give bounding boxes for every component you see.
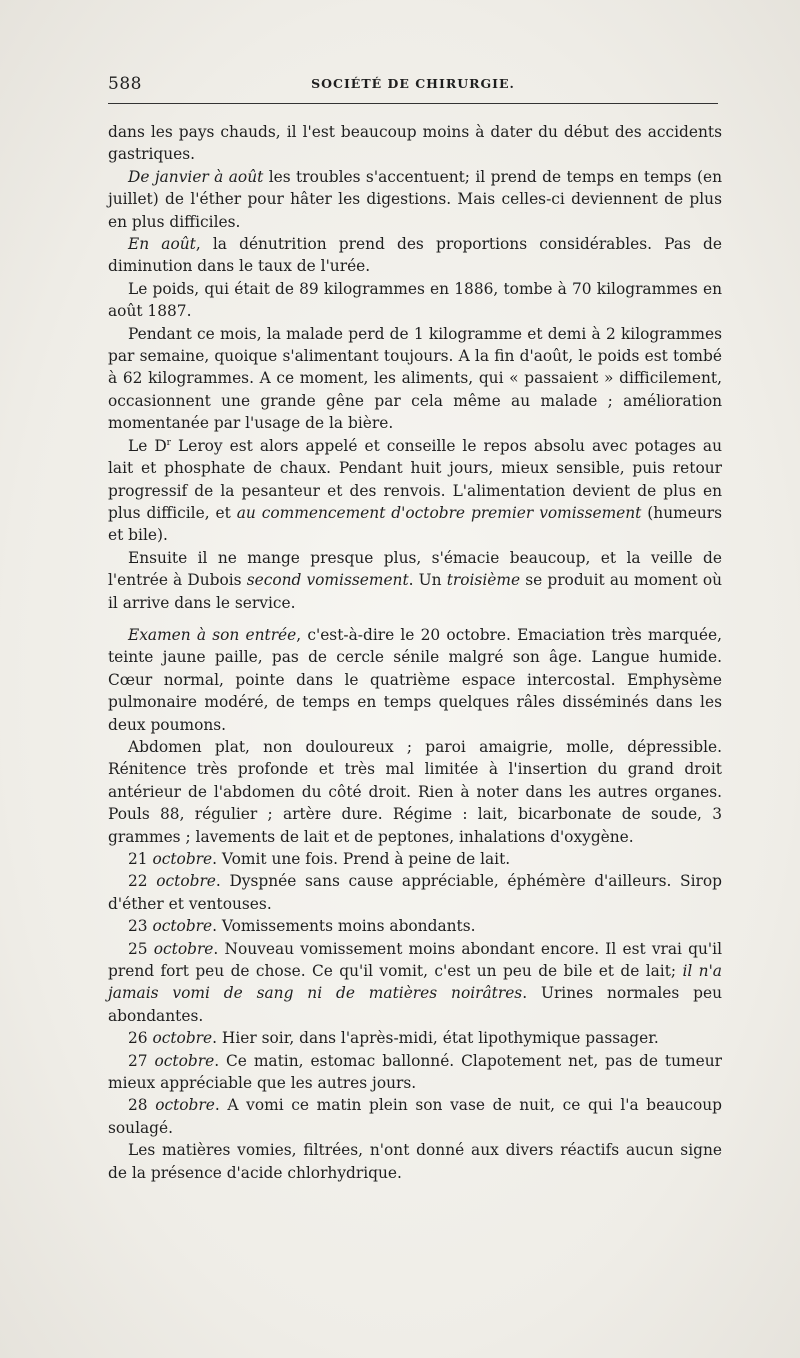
body-text	[108, 121, 722, 1184]
page-header	[108, 68, 718, 98]
italic-phrase: Examen à son entrée	[128, 625, 297, 644]
paragraph	[108, 435, 722, 547]
italic-phrase: au commencement d'octobre premier vomissement	[236, 503, 642, 522]
paragraph	[108, 233, 722, 278]
paragraph: Pendant ce mois, la malade perd de 1 kilogramme et demi à 2 kilogrammes par semaine, quoique s'alimentant toujours. A la fin d'août, le poids est tombé à 62 kilogrammes. A ce moment, les aliments, qui « passaient » difficilement, occasionnent une grande gêne par cela même au malade ; amélioration momentanée par l'usage de la bière.	[108, 324, 722, 433]
italic-phrase: octobre	[152, 1029, 213, 1048]
italic-phrase: En août	[128, 235, 196, 254]
day-number: 22	[128, 872, 157, 891]
text-run: . Vomissements moins abondants.	[212, 917, 476, 936]
day-number: 26	[128, 1029, 153, 1048]
italic-phrase: il n'a jamais vomi de sang ni de matières noirâtres	[108, 962, 722, 1003]
day-number: 28	[128, 1096, 156, 1115]
italic-phrase: octobre	[156, 872, 216, 891]
text-run: . Nouveau vomissement moins abondant encore. Il est vrai qu'il prend fort peu de chose. Ce qu'il vomit, c'est un peu de bile et de lait;	[108, 939, 722, 981]
text-run: . A vomi ce matin plein son vase de nuit, ce qui l'a beaucoup soulagé.	[108, 1096, 722, 1137]
italic-phrase: troisième	[446, 571, 521, 590]
italic-phrase: second vomissement	[246, 571, 409, 590]
day-number: 25	[128, 939, 154, 958]
text-run: , la dénutrition prend des proportions considérables. Pas de diminution dans le taux de l'urée.	[108, 235, 722, 276]
paragraph: Les matières vomies, filtrées, n'ont donné aux divers réactifs aucun signe de la présence d'acide chlorhydrique.	[108, 1141, 722, 1182]
text-run: . Un	[408, 571, 447, 590]
italic-phrase: octobre	[152, 917, 213, 936]
paragraph: dans les pays chauds, il l'est beaucoup moins à dater du début des accidents gastriques.	[108, 123, 722, 164]
header-rule	[108, 103, 718, 104]
paragraph	[108, 938, 722, 1028]
page-number: 588	[108, 74, 142, 94]
italic-phrase: octobre	[154, 1051, 215, 1070]
running-head: SOCIÉTÉ DE CHIRURGIE.	[311, 76, 515, 91]
text-run: Le D	[128, 436, 167, 455]
paragraph	[108, 166, 722, 233]
italic-phrase: octobre	[152, 850, 213, 868]
text-run: (humeurs et bile).	[108, 503, 722, 545]
text-run: Leroy est alors appelé et conseille le repos absolu avec potages au lait et phosphate de chaux. Pendant huit jours, mieux sensible, puis retour progressif de la pesanteur et des renvois. L'alimentation devient de plus en plus difficile, et	[108, 436, 722, 522]
paragraph	[108, 1050, 722, 1095]
day-number: 27	[128, 1051, 155, 1070]
paragraph	[108, 1094, 722, 1139]
text-run: se produit au moment où il arrive dans le service.	[108, 571, 722, 612]
paragraph	[108, 915, 722, 937]
superscript: r	[166, 437, 171, 448]
text-run: . Hier soir, dans l'après-midi, état lipothymique passager.	[212, 1029, 659, 1048]
italic-phrase: octobre	[155, 1096, 215, 1115]
text-run: . Dyspnée sans cause appréciable, éphémère d'ailleurs. Sirop d'éther et ventouses.	[108, 872, 722, 913]
italic-phrase: octobre	[153, 939, 214, 958]
text-run: . Vomit une fois. Prend à peine de lait.	[212, 850, 511, 868]
day-number: 21	[128, 850, 153, 868]
day-number: 23	[128, 917, 153, 936]
paragraph: Le poids, qui était de 89 kilogrammes en 1886, tombe à 70 kilogrammes en août 1887.	[108, 279, 722, 321]
text-run: Ensuite il ne mange presque plus, s'émacie beaucoup, et la veille de l'entrée à Dubois	[108, 548, 722, 590]
paragraph	[108, 848, 722, 870]
text-run: . Urines normales peu abondantes.	[108, 984, 722, 1025]
italic-phrase: De janvier à août	[128, 167, 264, 186]
paragraph	[108, 870, 722, 915]
paragraph	[108, 547, 722, 614]
text-run: les troubles s'accentuent; il prend de temps en temps (en juillet) de l'éther pour hâter les digestions. Mais celles-ci deviennent de plus en plus difficiles.	[108, 167, 722, 231]
paragraph	[108, 624, 722, 736]
text-run: , c'est-à-dire le 20 octobre. Emaciation très marquée, teinte jaune paille, pas de cercle sénile malgré son âge. Langue humide. Cœur normal, pointe dans le quatrième espace intercostal. Emphysème pulmonaire modéré, de temps en temps quelques râles disséminés dans les deux poumons.	[108, 625, 722, 734]
text-run: . Ce matin, estomac ballonné. Clapotement net, pas de tumeur mieux appréciable que les autres jours.	[108, 1051, 723, 1093]
paragraph: Abdomen plat, non douloureux ; paroi amaigrie, molle, dépressible. Rénitence très profonde et très mal limitée à l'insertion du grand droit antérieur de l'abdomen du côté droit. Rien à noter dans les autres organes. Pouls 88, régulier ; artère dure. Régime : lait, bicarbonate de soude, 3 grammes ; lavements de lait et de peptones, inhalations d'oxygène.	[108, 737, 722, 846]
paragraph	[108, 1027, 722, 1049]
